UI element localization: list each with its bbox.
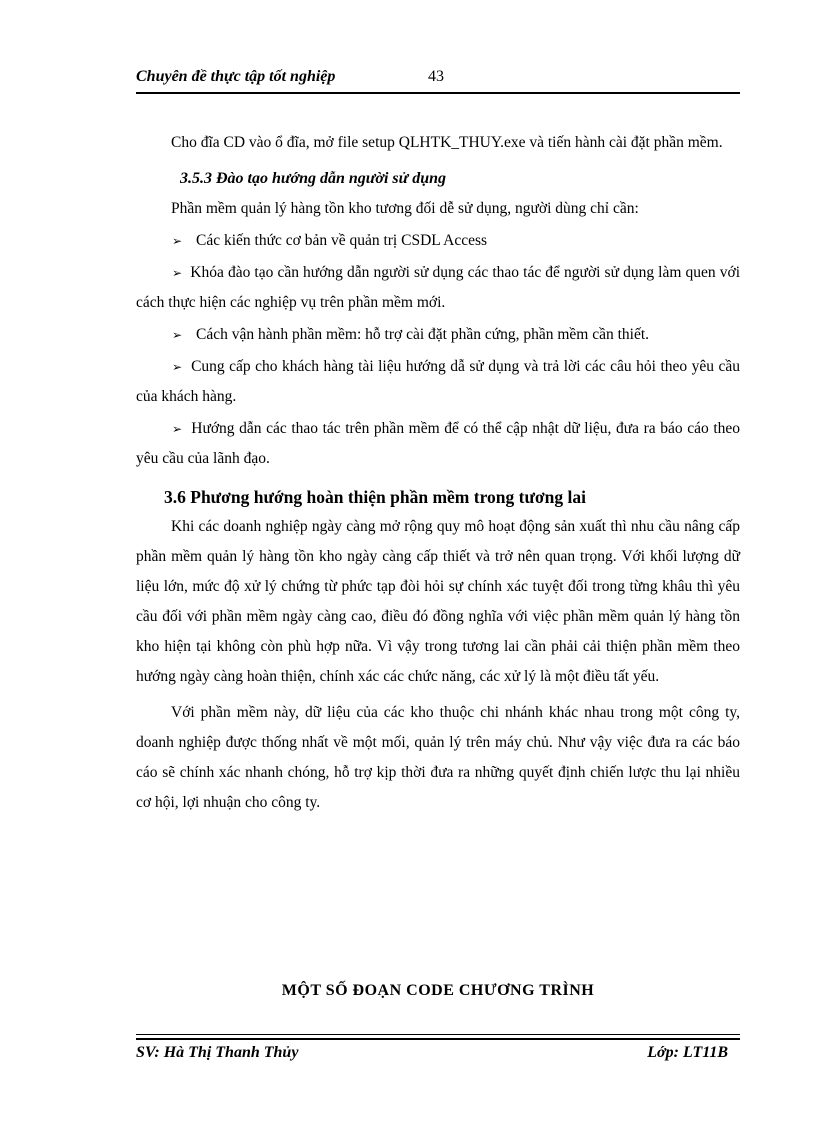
bullet-item [136,414,740,474]
section-heading-3-6: 3.6 Phương hướng hoàn thiện phần mềm trong tương lai [164,487,586,507]
footer-class: Lớp: LT11B [647,1044,728,1061]
arrow-bullet-icon: ➢ [172,266,183,280]
body-paragraph: Khi các doanh nghiệp ngày càng mở rộng quy mô hoạt động sản xuất thì nhu cầu nâng cấp phần mềm quản lý hàng tồn kho ngày càng cấp thiết và trở nên quan trọng. Với khối lượng dữ liệu lớn, mức độ xử lý chứng từ phức tạp đòi hỏi sự chính xác tuyệt đối trong từng khâu thì yêu cầu đối với phần mềm ngày càng cao, điều đó đồng nghĩa với việc phần mềm quản lý hàng tồn kho hiện tại không còn phù hợp nữa. Vì vậy trong tương lai cần phải cải thiện phần mềm theo hướng ngày càng hoàn thiện, chính xác các chức năng, các xử lý là một điều tất yếu. [136,518,740,685]
section-heading-3-5-3: 3.5.3 Đào tạo hướng dẫn người sử dụng [180,170,446,187]
header-title: Chuyên đề thực tập tốt nghiệp [136,68,336,85]
page-number: 43 [428,68,444,85]
footer-divider [136,1034,740,1035]
footer-divider [136,1038,740,1040]
code-section-title: MỘT SỐ ĐOẠN CODE CHƯƠNG TRÌNH [281,982,595,999]
arrow-bullet-icon: ➢ [172,234,183,248]
bullet-text: Các kiến thức cơ bản về quản trị CSDL Access [196,232,488,249]
section-lead: Phần mềm quản lý hàng tồn kho tương đối dễ sử dụng, người dùng chỉ cần: [171,200,639,217]
bullet-text: Hướng dẫn các thao tác trên phần mềm để có thể cập nhật dữ liệu, đưa ra báo cáo theo yêu cầu của lãnh đạo. [136,420,741,467]
footer-student: SV: Hà Thị Thanh Thủy [136,1044,299,1061]
body-paragraph: Với phần mềm này, dữ liệu của các kho thuộc chi nhánh khác nhau trong một công ty, doanh nghiệp được thống nhất về một mối, quản lý trên máy chủ. Như vậy việc đưa ra các báo cáo sẽ chính xác nhanh chóng, hỗ trợ kịp thời đưa ra những quyết định chiến lược thu lại nhiều cơ hội, lợi nhuận cho công ty. [136,704,740,811]
page-header [136,66,740,94]
arrow-bullet-icon: ➢ [172,422,183,436]
arrow-bullet-icon: ➢ [172,328,183,342]
bullet-text: Cung cấp cho khách hàng tài liệu hướng dẫ sử dụng và trả lời các câu hỏi theo yêu cầu của khách hàng. [136,358,741,405]
arrow-bullet-icon: ➢ [172,360,183,374]
bullet-item [136,352,740,412]
bullet-item [136,320,740,350]
bullet-text: Cách vận hành phần mềm: hỗ trợ cài đặt phần cứng, phần mềm cần thiết. [196,326,650,343]
page-body [136,128,740,818]
bullet-item [136,226,740,256]
bullet-text: Khóa đào tạo cần hướng dẫn người sử dụng các thao tác để người sử dụng làm quen với cách thực hiện các nghiệp vụ trên phần mềm mới. [136,264,740,311]
bullet-item [136,258,740,318]
intro-paragraph: Cho đĩa CD vào ổ đĩa, mở file setup QLHTK_THUY.exe và tiến hành cài đặt phần mềm. [171,134,723,151]
